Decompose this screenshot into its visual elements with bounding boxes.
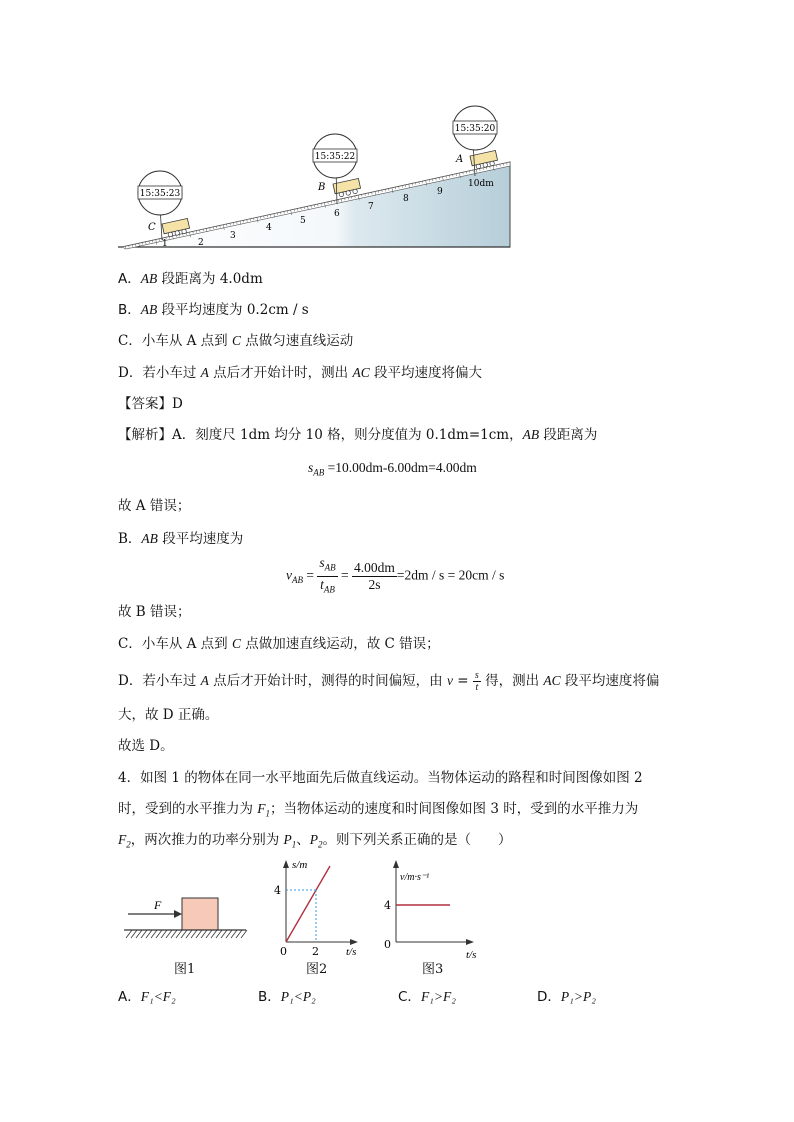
fig2-y-tick: 4 (274, 884, 281, 897)
hatch-line (241, 930, 247, 938)
hatch-line (191, 930, 197, 938)
clock-a-time: 15:35:20 (454, 124, 496, 134)
analysis-conclusion: 故选 D。 (118, 738, 174, 754)
fig3-caption: 图3 (422, 962, 444, 977)
scale-mark-8: 8 (403, 194, 409, 204)
hatch-line (171, 930, 177, 938)
force-label: F (154, 898, 162, 912)
option-q4-d: D．P₁>P₂ (537, 989, 596, 1005)
hatch-line (141, 930, 147, 938)
hatch-line (181, 930, 187, 938)
option-q3-a: A．AB 段距离为 4.0dm (118, 271, 263, 287)
q4-line-1: 4．如图 1 的物体在同一水平地面先后做直线运动。当物体运动的路程和时间图像如图 2 (118, 770, 643, 786)
fig3-xlabel: t/s (466, 949, 477, 960)
point-b-label: B (318, 182, 326, 193)
analysis-d-cont: 大，故 D 正确。 (118, 707, 219, 723)
hatch-line (236, 930, 242, 938)
scale-mark-6: 6 (334, 209, 340, 219)
hatch-line (216, 930, 222, 938)
hatch-line (231, 930, 237, 938)
hatch-line (196, 930, 202, 938)
point-c-label: C (148, 222, 156, 233)
clock-b-time: 15:35:22 (314, 152, 356, 162)
hatch-line (186, 930, 192, 938)
clock-c (138, 171, 182, 215)
hatch-line (161, 930, 167, 938)
option-q4-a: A．F₁<F₂ (118, 989, 176, 1005)
analysis-c: C．小车从 A 点到 C 点做加速直线运动，故 C 错误； (118, 636, 440, 652)
clock-c-time: 15:35:23 (139, 189, 181, 199)
scale-mark-10dm: 10dm (468, 179, 494, 189)
figure-1 (122, 890, 248, 950)
option-q4-c: C．F₁>F₂ (398, 989, 456, 1005)
incline-figure (118, 104, 518, 256)
fig2-xlabel: t/s (346, 946, 357, 958)
hatch-line (211, 930, 217, 938)
ground-hatch (126, 930, 247, 938)
cart-b (333, 178, 361, 197)
scale-mark-2: 2 (198, 238, 204, 248)
hatch-line (131, 930, 137, 938)
fig3-origin: 0 (384, 938, 391, 951)
analysis-a-wrong: 故 A 错误； (118, 498, 191, 514)
scale-mark-4: 4 (266, 223, 272, 233)
hatch-line (151, 930, 157, 938)
clock-b (313, 134, 357, 178)
point-a-label: A (456, 154, 464, 165)
clock-a (453, 106, 497, 150)
fig2-x-tick: 2 (312, 945, 319, 958)
figure-2 (270, 856, 370, 960)
hatch-line (166, 930, 172, 938)
q4-line-3: $F_2$，两次推力的功率分别为 $P_1$、$P_2$。则下列关系正确的是（ ） (118, 832, 512, 850)
fig2-ylabel: s/m (292, 859, 308, 871)
hatch-line (221, 930, 227, 938)
block (182, 898, 218, 930)
analysis-intro: 【解析】A．刻度尺 1dm 均分 10 格，则分度值为 0.1dm=1cm，AB 段距离为 (118, 427, 598, 443)
fig3-ylabel: v/m·s⁻¹ (400, 872, 430, 883)
fig2-origin: 0 (280, 945, 287, 958)
scale-mark-7: 7 (368, 202, 374, 212)
formula-sab: $s_{AB} =10.00dm-6.00dm=4.00dm$ (308, 460, 477, 478)
option-q3-b: B．AB 段平均速度为 0.2cm / s (118, 302, 309, 318)
option-q3-d: D．若小车过 A 点后才开始计时，测出 AC 段平均速度将偏大 (118, 365, 483, 381)
answer-label: 【答案】D (118, 396, 183, 412)
analysis-d: D．若小车过 A 点后才开始计时，测得的时间偏短，由 v = $\frac{s}{t}$ 得，测出 AC 段平均速度将偏 (118, 670, 660, 693)
q4-line-2: 时，受到的水平推力为 $F_1$；当物体运动的速度和时间图像如图 3 时，受到的水平推力为 (118, 801, 639, 819)
option-q3-c: C．小车从 A 点到 C 点做匀速直线运动 (118, 333, 354, 349)
hatch-line (176, 930, 182, 938)
hatch-line (146, 930, 152, 938)
fig2-caption: 图2 (306, 962, 328, 977)
fig1-caption: 图1 (174, 962, 196, 977)
hatch-line (156, 930, 162, 938)
hatch-line (136, 930, 142, 938)
scale-mark-9: 9 (437, 187, 443, 197)
hatch-line (226, 930, 232, 938)
figure-3 (380, 856, 490, 960)
scale-mark-1: 1 (162, 239, 168, 249)
fig3-y-tick: 4 (384, 899, 391, 912)
analysis-b: B．AB 段平均速度为 (118, 531, 244, 547)
analysis-b-wrong: 故 B 错误； (118, 604, 191, 620)
hatch-line (201, 930, 207, 938)
fig2-line (286, 866, 330, 942)
formula-vab: $v_{AB}$ = $\frac{s_{AB}}{t_{AB}}$ = $\frac{4.00dm}{2s}$ =2dm / s = 20cm / s (286, 555, 505, 595)
hatch-line (126, 930, 132, 938)
scale-mark-3: 3 (230, 231, 236, 241)
scale-mark-5: 5 (300, 216, 306, 226)
hatch-line (206, 930, 212, 938)
option-q4-b: B．P₁<P₂ (258, 989, 316, 1005)
